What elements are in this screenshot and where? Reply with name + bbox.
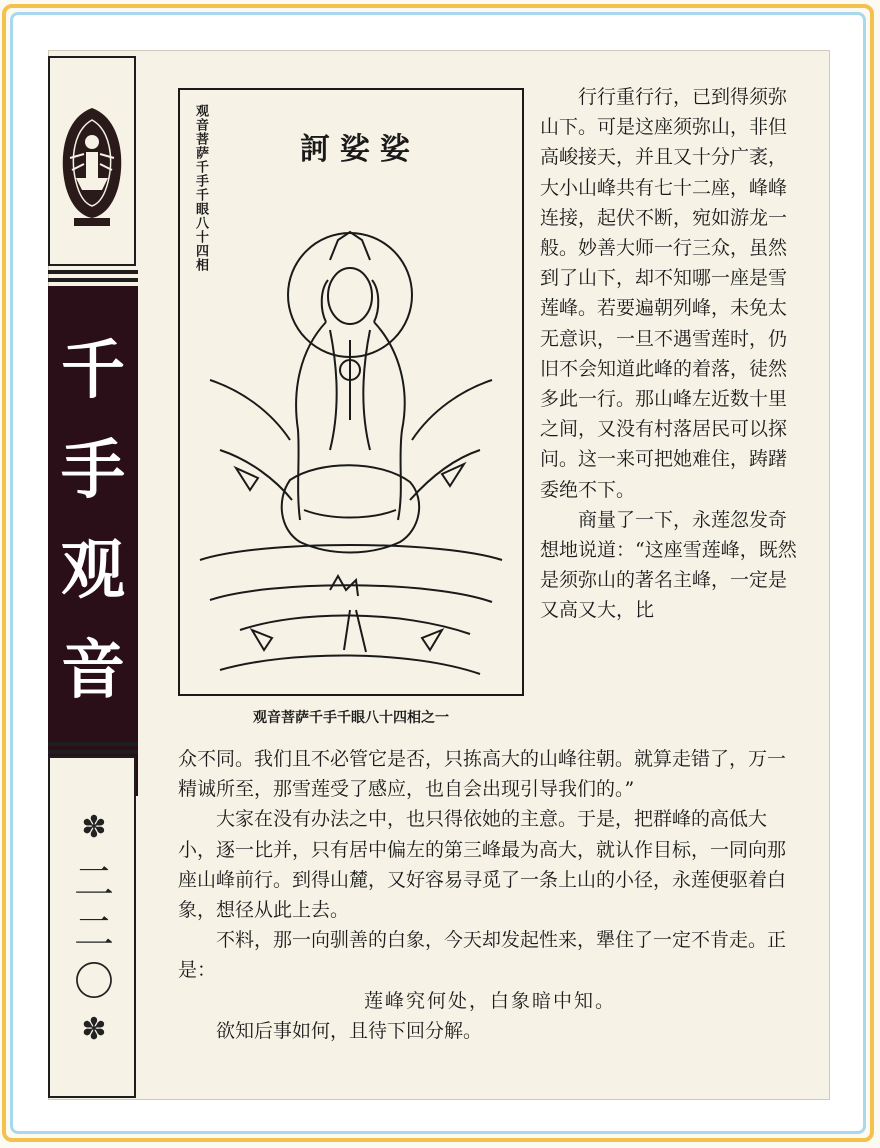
book-title-char: 千 [61, 333, 125, 408]
illustration-title: 訶娑娑 [300, 132, 420, 167]
paragraph: 商量了一下，永莲忽发奇想地说道：“这座雪莲峰，既然是须弥山的著名主峰，一定是又高又大，比 [540, 508, 797, 622]
book-title-char: 音 [61, 633, 125, 708]
page-number-box [48, 756, 136, 1098]
divider-line [48, 278, 138, 282]
flower-ornament-icon: ✽ [81, 810, 107, 845]
closing-line: 欲知后事如何，且待下回分解。 [178, 1019, 483, 1042]
text-body [178, 744, 802, 1046]
book-title-char: 手 [61, 433, 125, 508]
side-strip [48, 56, 138, 1100]
page-number-char: 二 [74, 909, 114, 955]
book-title-char: 观 [61, 533, 125, 608]
page-number-char: 二 [74, 859, 114, 905]
page-number-char: 〇 [74, 959, 114, 1005]
illustration-caption: 观音菩萨千手千眼八十四相之一 [253, 710, 449, 726]
book-title-band [48, 286, 138, 796]
divider-line [48, 742, 138, 746]
paragraph: 众不同。我们且不必管它是否，只拣高大的山峰往朝。就算走错了，万一精诚所至，那雪莲受了感应，也自会出现引导我们的。” [178, 748, 787, 801]
paragraph: 大家在没有办法之中，也只得依她的主意。于是，把群峰的高低大小，逐一比并，只有居中偏左的第三峰最为高大，就认作目标，一同向那座山峰前行。到得山麓，又好容易寻觅了一条上山的小径，永莲便驱着白象，想径从此上去。 [178, 808, 787, 922]
divider-line [48, 750, 138, 754]
paragraph: 不料，那一向驯善的白象，今天却发起性来，犟住了一定不肯走。正是： [178, 929, 787, 982]
emblem-box [48, 56, 136, 266]
text-column [540, 82, 802, 626]
guanyin-emblem-icon [50, 58, 134, 264]
illustration-side-inscription: 观音菩萨千手千眼八十四相 [193, 104, 208, 272]
paragraph: 行行重行行，已到得须弥山下。可是这座须弥山，非但高峻接天，并且又十分广袤，大小山峰共有七十二座，峰峰连接，起伏不断，宛如游龙一般。妙善大师一行三众，虽然到了山下，却不知哪一座是雪莲峰。若要遍朝列峰，未免太无意识，一旦不遇雪莲时，仍旧不会知道此峰的着落，徒然多此一行。那山峰左近数十里之间，又没有村落居民可以探问。这一来可把她难住，踌躇委绝不下。 [540, 86, 788, 501]
divider-line [48, 270, 138, 274]
flower-ornament-icon: ✽ [81, 1012, 107, 1047]
poem-line: 莲峰究何处，白象暗中知。 [363, 989, 616, 1012]
illustration [178, 88, 524, 696]
guanyin-figure-drawing [180, 90, 522, 694]
